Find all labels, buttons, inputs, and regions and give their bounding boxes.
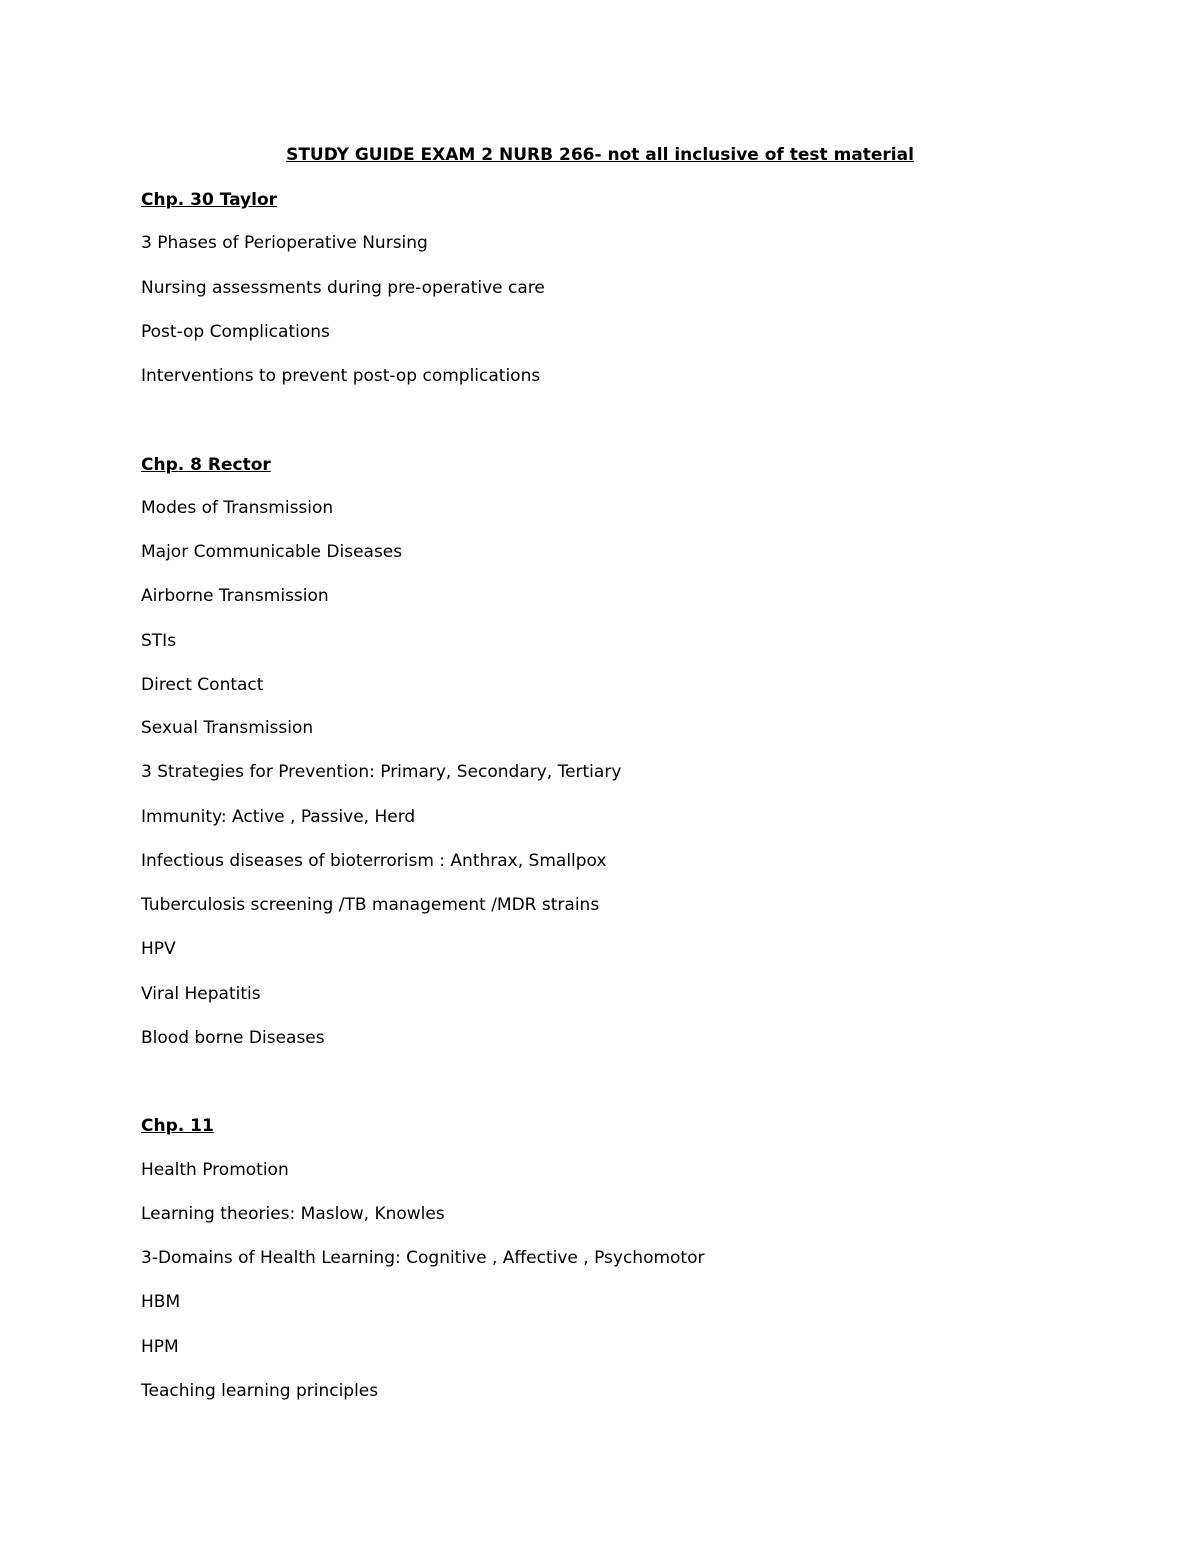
list-item: 3 Strategies for Prevention: Primary, Secondary, Tertiary	[141, 762, 622, 782]
list-item: HBM	[141, 1292, 181, 1312]
list-item: Infectious diseases of bioterrorism : Anthrax, Smallpox	[141, 851, 607, 871]
list-item: Post-op Complications	[141, 322, 330, 342]
list-item: Tuberculosis screening /TB management /MDR strains	[141, 895, 600, 915]
list-item: Learning theories: Maslow, Knowles	[141, 1204, 445, 1224]
list-item: Direct Contact	[141, 675, 264, 695]
list-item: Nursing assessments during pre-operative care	[141, 278, 545, 298]
section-heading: Chp. 30 Taylor	[141, 190, 278, 210]
list-item: Viral Hepatitis	[141, 984, 261, 1004]
list-item: HPV	[141, 939, 176, 959]
list-item: Airborne Transmission	[141, 586, 329, 606]
list-item: Major Communicable Diseases	[141, 542, 403, 562]
list-item: Immunity: Active , Passive, Herd	[141, 807, 416, 827]
section-heading: Chp. 11	[141, 1116, 214, 1136]
document-title: STUDY GUIDE EXAM 2 NURB 266- not all inclusive of test material	[286, 145, 914, 165]
list-item: Health Promotion	[141, 1160, 289, 1180]
list-item: Teaching learning principles	[141, 1381, 379, 1401]
list-item: Interventions to prevent post-op complications	[141, 366, 541, 386]
list-item: Blood borne Diseases	[141, 1028, 325, 1048]
list-item: 3-Domains of Health Learning: Cognitive , Affective , Psychomotor	[141, 1248, 705, 1268]
list-item: Sexual Transmission	[141, 718, 314, 738]
list-item: Modes of Transmission	[141, 498, 334, 518]
section-heading: Chp. 8 Rector	[141, 455, 271, 475]
list-item: STIs	[141, 631, 177, 651]
list-item: 3 Phases of Perioperative Nursing	[141, 233, 428, 253]
list-item: HPM	[141, 1337, 179, 1357]
